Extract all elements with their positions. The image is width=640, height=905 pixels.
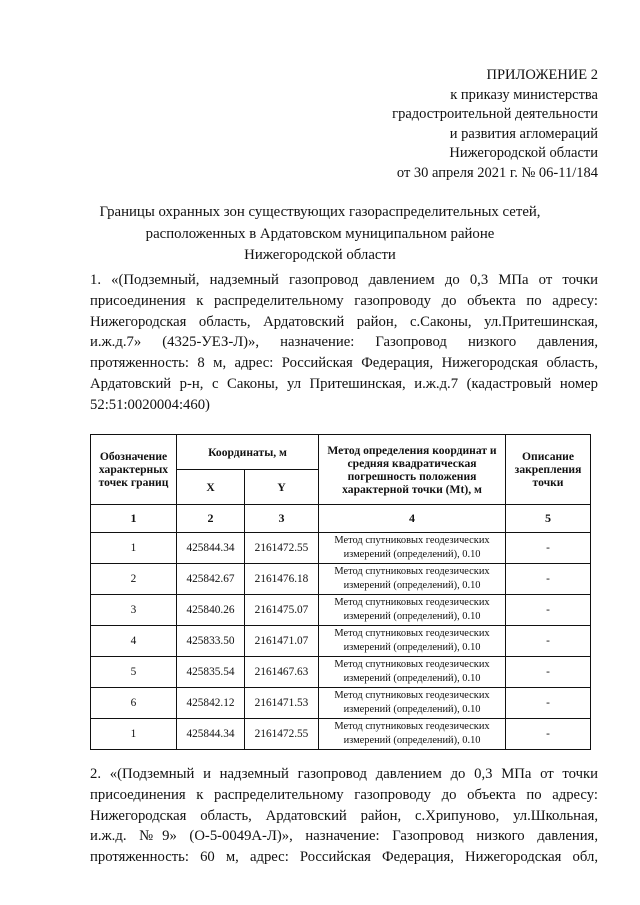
coordinates-table [90, 434, 591, 750]
x-cell: 425844.34 [177, 533, 245, 564]
x-cell: 425842.67 [177, 564, 245, 595]
point-cell: 3 [91, 595, 177, 626]
table-header-row [91, 435, 591, 470]
appendix-header [318, 66, 598, 184]
y-cell: 2161471.07 [245, 626, 319, 657]
paragraph-line: присоединения к распределительному газопроводу до объекта по адресу: [90, 292, 598, 309]
point-designation-header: Обозначение характерных точек границ [91, 435, 177, 505]
column-number: 1 [91, 505, 177, 533]
point-cell: 2 [91, 564, 177, 595]
table-row [91, 533, 591, 564]
x-cell: 425840.26 [177, 595, 245, 626]
y-cell: 2161472.55 [245, 533, 319, 564]
paragraph-line: протяженность: 8 м, адрес: Российская Федерация, Нижегородская область, [90, 355, 598, 372]
paragraph-line: и.ж.д.7» (4325-УЕЗ-Л)», назначение: Газопровод низкого давления, [90, 334, 598, 351]
table-row [91, 626, 591, 657]
paragraph-line: присоединения к распределительному газопроводу до объекта по адресу: [90, 786, 598, 803]
appendix-line: и развития агломераций [449, 125, 598, 142]
x-cell: 425842.12 [177, 688, 245, 719]
x-cell: 425844.34 [177, 719, 245, 750]
appendix-line: к приказу министерства [450, 86, 598, 103]
column-number: 5 [506, 505, 591, 533]
appendix-line: градостроительной деятельности [392, 106, 598, 123]
section-2-paragraph [90, 764, 598, 868]
y-cell: 2161471.53 [245, 688, 319, 719]
table-row [91, 688, 591, 719]
title-line: Нижегородской области [244, 247, 396, 263]
description-cell: - [506, 564, 591, 595]
column-number: 4 [319, 505, 506, 533]
table-row [91, 595, 591, 626]
appendix-line: от 30 апреля 2021 г. № 06-11/184 [396, 164, 598, 181]
y-header: Y [245, 470, 319, 505]
x-cell: 425833.50 [177, 626, 245, 657]
method-cell: Метод спутниковых геодезических измерений (определений), 0.10 [319, 719, 506, 750]
paragraph-line: и.ж.д. №9» (О-5-0049А-Л)», назначение: Газопровод низкого давления, [90, 828, 598, 845]
document-title [80, 202, 560, 267]
description-cell: - [506, 595, 591, 626]
table-row [91, 564, 591, 595]
paragraph-line: Ардатовский р-н, с Саконы, ул Притешинская, и.ж.д.7 (кадастровый номер [90, 375, 598, 392]
title-line: расположенных в Ардатовском муниципальном районе [145, 225, 495, 242]
column-number: 2 [177, 505, 245, 533]
description-header: Описание закрепления точки [506, 435, 591, 505]
description-cell: - [506, 626, 591, 657]
method-cell: Метод спутниковых геодезических измерений (определений), 0.10 [319, 626, 506, 657]
column-number: 3 [245, 505, 319, 533]
coordinates-header: Координаты, м [177, 435, 319, 470]
method-cell: Метод спутниковых геодезических измерений (определений), 0.10 [319, 688, 506, 719]
y-cell: 2161476.18 [245, 564, 319, 595]
x-header: X [177, 470, 245, 505]
paragraph-line: 2. «(Подземный и надземный газопровод давлением до 0,3 МПа от точки [90, 766, 598, 782]
y-cell: 2161472.55 [245, 719, 319, 750]
point-cell: 4 [91, 626, 177, 657]
method-cell: Метод спутниковых геодезических измерений (определений), 0.10 [319, 564, 506, 595]
y-cell: 2161467.63 [245, 657, 319, 688]
title-line: Границы охранных зон существующих газораспределительных сетей, [99, 204, 541, 220]
method-cell: Метод спутниковых геодезических измерений (определений), 0.10 [319, 657, 506, 688]
column-number-row [91, 505, 591, 533]
x-cell: 425835.54 [177, 657, 245, 688]
paragraph-line: Нижегородская область, Ардатовский район, с.Саконы, ул.Притешинская, [90, 313, 598, 330]
description-cell: - [506, 719, 591, 750]
point-cell: 1 [91, 533, 177, 564]
method-cell: Метод спутниковых геодезических измерений (определений), 0.10 [319, 533, 506, 564]
point-cell: 1 [91, 719, 177, 750]
paragraph-line: Нижегородская область, Ардатовский район, с.Хрипуново, ул.Школьная, [90, 807, 598, 824]
paragraph-line: 1. «(Подземный, надземный газопровод давлением до 0,3 МПа от точки [90, 272, 598, 288]
description-cell: - [506, 533, 591, 564]
description-cell: - [506, 657, 591, 688]
section-1-paragraph [90, 270, 598, 416]
appendix-line: ПРИЛОЖЕНИЕ 2 [486, 67, 598, 83]
point-cell: 5 [91, 657, 177, 688]
paragraph-line: 52:51:0020004:460) [90, 396, 210, 413]
table-row [91, 657, 591, 688]
point-cell: 6 [91, 688, 177, 719]
description-cell: - [506, 688, 591, 719]
appendix-line: Нижегородской области [449, 145, 598, 162]
y-cell: 2161475.07 [245, 595, 319, 626]
method-cell: Метод спутниковых геодезических измерений (определений), 0.10 [319, 595, 506, 626]
method-header: Метод определения координат и средняя квадратическая погрешность положения характерной точки (Mt), м [319, 435, 506, 505]
table-row [91, 719, 591, 750]
paragraph-line: протяженность: 60 м, адрес: Российская Федерация, Нижегородская обл, [90, 849, 598, 866]
